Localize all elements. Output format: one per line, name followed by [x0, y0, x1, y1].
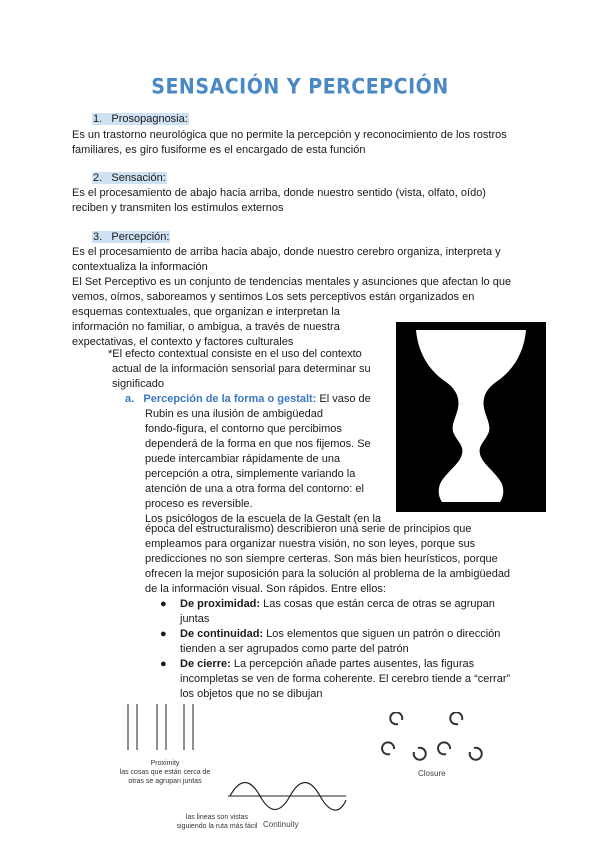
bullet-icon: ●: [160, 628, 167, 640]
bullet-icon: ●: [160, 658, 167, 670]
text-line: contextualiza la información: [72, 261, 208, 273]
subsection-first-line: [125, 392, 390, 407]
text-line: predicciones no son siempre certeras. Son más bien heurísticos, porque: [145, 553, 498, 565]
text-line: dependerá de la forma en que nos fijemos. Se: [145, 438, 371, 450]
text-line: Rubin es una ilusión de ambigüedad: [145, 408, 323, 420]
caption-line: siguiendo la ruta más fácil: [176, 823, 258, 830]
proximity-caption: [110, 759, 220, 786]
list-item-continuity: [160, 627, 530, 657]
bullet-term: De proximidad:: [180, 598, 261, 610]
text-line: Los psicólogos de la escuela de la Gestalt (en la: [145, 513, 382, 525]
text-line: El Set Perceptivo es un conjunto de tendencias mentales y asunciones que afectan lo que: [72, 276, 512, 288]
caption-line: otras se agrupan juntas: [128, 778, 202, 785]
subsection-body-bottom: [145, 522, 545, 597]
text-line: familiares, es giro fusiforme es el encargado de esta función: [72, 144, 366, 156]
section-body-sensacion: [72, 186, 532, 216]
text-line: esquemas contextuales, que organizan e interpretan la: [72, 306, 340, 318]
bullet-continuation: juntas: [180, 613, 210, 625]
text-line: actual de la información sensorial para determinar su: [112, 363, 371, 375]
text-line: *El efecto contextual consiste en el uso del contexto: [108, 348, 362, 360]
section-heading-text: Percepción:: [111, 231, 170, 243]
text-line: de la información visual. Son rápidos. Entre ellos:: [145, 583, 386, 595]
rubin-vase-image: [396, 322, 546, 512]
section-number: 2.: [93, 172, 103, 184]
text-line: significado: [112, 378, 164, 390]
subsection-title: Percepción de la forma o gestalt:: [143, 393, 317, 405]
text-line: Es el procesamiento de arriba hacia abajo, donde nuestro cerebro organiza, interpreta y: [72, 246, 501, 258]
bullet-text: Los elementos que siguen un patrón o dirección: [263, 628, 501, 640]
section-heading-sensacion: [92, 172, 167, 184]
continuity-wave-figure: [228, 776, 348, 816]
list-item-proximity: [160, 597, 530, 627]
text-line: información no familiar, o ambigua, a través de nuestra: [72, 321, 340, 333]
subsection-gestalt: [125, 392, 390, 407]
text-line: Es un trastorno neurológica que no permite la percepción y reconocimiento de los rostros: [72, 129, 507, 141]
list-item-closure: [160, 657, 530, 702]
text-line: expectativas, el contexto y factores culturales: [72, 336, 294, 348]
section-number: 1.: [93, 113, 103, 125]
subsection-body-top: [145, 407, 395, 527]
bullet-term: De cierre:: [180, 658, 231, 670]
section-heading-text: Prosopagnosia:: [111, 113, 188, 125]
caption-line: las cosas que están cerca de: [119, 769, 211, 776]
page-title: SENSACIÓN Y PERCEPCIÓN: [151, 74, 449, 100]
text-line: ofrecen la mejor suposición para la solución al problema de la ambigüedad: [145, 568, 511, 580]
section-heading-percepcion: [92, 231, 170, 243]
text-line: atención de una a otra forma del contorno: el: [145, 483, 364, 495]
contextual-effect-note: [108, 347, 388, 392]
bullet-continuation: incompletas se ven de forma coherente. El cerebro tiende a “cerrar”: [180, 673, 511, 685]
text-line: Es el procesamiento de abajo hacia arriba, donde nuestro sentido (vista, olfato, oído): [72, 187, 486, 199]
section-body-prosopagnosia: [72, 128, 532, 158]
text-line: puede intercambiar rápidamente de una: [145, 453, 341, 465]
text-line: proceso es reversible.: [145, 498, 253, 510]
bullet-continuation: los objetos que no se dibujan: [180, 688, 323, 700]
bullet-text: La percepción añade partes ausentes, las figuras: [230, 658, 475, 670]
section-number: 3.: [93, 231, 103, 243]
gestalt-principles-list: [160, 597, 530, 702]
text-line: reciben y transmiten los estímulos externos: [72, 202, 284, 214]
text-line: fondo-figura, el contorno que percibimos: [145, 423, 342, 435]
text-line: empleamos para organizar nuestra visión, no son leyes, porque sus: [145, 538, 476, 550]
caption-line: las lineas son vistas: [185, 814, 249, 821]
text-line: vemos, oímos, saboreamos y sentimos Los sets perceptivos están organizados en: [72, 291, 475, 303]
closure-title: Closure: [418, 769, 446, 778]
closure-shapes-figure: [376, 712, 486, 762]
proximity-title: Proximity: [150, 760, 180, 767]
text-line: época del estructuralismo) describieron una serie de principios que: [145, 523, 472, 535]
bullet-icon: ●: [160, 598, 167, 610]
bullet-text: Las cosas que están cerca de otras se agrupan: [260, 598, 495, 610]
subsection-letter: a.: [125, 393, 135, 405]
section-heading-text: Sensación:: [111, 172, 166, 184]
text-line: percepción a otra, simplemente variando la: [145, 468, 356, 480]
bullet-continuation: tienden a ser agrupados como parte del patrón: [180, 643, 409, 655]
proximity-lines-figure: [120, 704, 210, 754]
subsection-title-rest: El vaso de: [316, 393, 371, 405]
rubin-vase-icon: [396, 322, 546, 512]
continuity-title: Continuity: [263, 820, 299, 829]
continuity-caption: [172, 813, 262, 831]
bullet-term: De continuidad:: [180, 628, 264, 640]
section-heading-prosopagnosia: [92, 113, 189, 125]
